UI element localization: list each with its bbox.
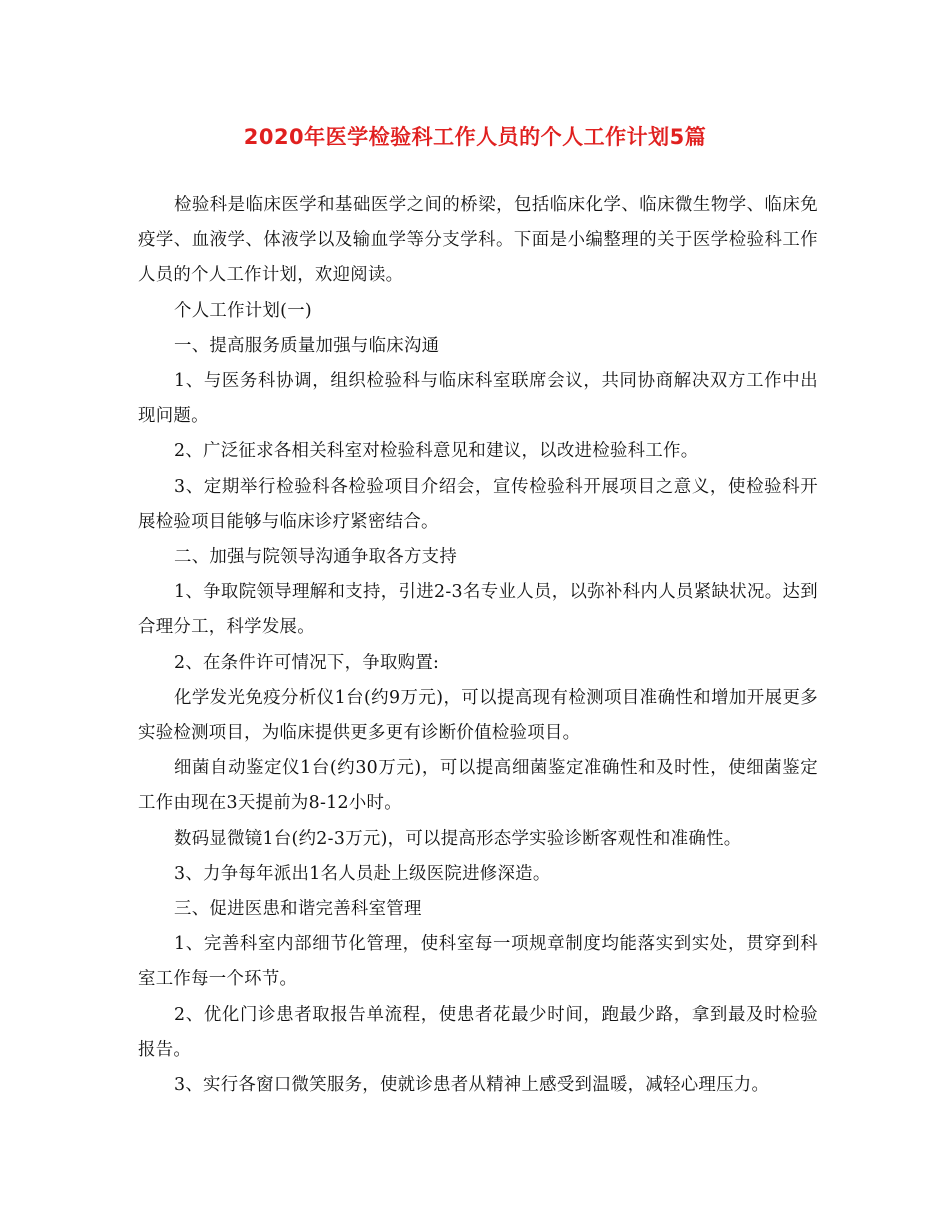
- list-item: 1、争取院领导理解和支持，引进2-3名专业人员，以弥补科内人员紧缺状况。达到合理分工，科学发展。: [138, 582, 818, 638]
- equipment-item: 化学发光免疫分析仪1台(约9万元)，可以提高现有检测项目准确性和增加开展更多实验检测项目，为临床提供更多更有诊断价值检验项目。: [138, 687, 818, 744]
- list-item: 2、在条件许可情况下，争取购置:: [174, 652, 440, 673]
- subheading-service-quality: 一、提高服务质量加强与临床沟通: [174, 335, 440, 356]
- list-item: 3、实行各窗口微笑服务，使就诊患者从精神上感受到温暖，减轻心理压力。: [174, 1075, 770, 1096]
- list-item: 2、广泛征求各相关科室对检验科意见和建议，以改进检验科工作。: [174, 441, 699, 462]
- equipment-item: 数码显微镜1台(约2-3万元)，可以提高形态学实验诊断客观性和准确性。: [174, 828, 742, 849]
- document-body: [138, 188, 818, 1103]
- section-heading-plan-1: 个人工作计划(一): [174, 300, 313, 321]
- list-item: 1、完善科室内部细节化管理，使科室每一项规章制度均能落实到实处，贯穿到科室工作每一个环节。: [138, 934, 818, 990]
- list-item: 3、力争每年派出1名人员赴上级医院进修深造。: [174, 863, 551, 884]
- subheading-department-management: 三、促进医患和谐完善科室管理: [174, 899, 422, 920]
- equipment-item: 细菌自动鉴定仪1台(约30万元)，可以提高细菌鉴定准确性和及时性，使细菌鉴定工作由现在3天提前为8-12小时。: [138, 758, 818, 814]
- paragraph-intro: 检验科是临床医学和基础医学之间的桥梁，包括临床化学、临床微生物学、临床免疫学、血液学、体液学以及输血学等分支学科。下面是小编整理的关于医学检验科工作人员的个人工作计划，欢迎阅读。: [138, 195, 818, 286]
- page-title: 2020年医学检验科工作人员的个人工作计划5篇: [243, 125, 707, 149]
- list-item: 1、与医务科协调，组织检验科与临床科室联席会议，共同协商解决双方工作中出现问题。: [138, 371, 818, 427]
- list-item: 2、优化门诊患者取报告单流程，使患者花最少时间，跑最少路，拿到最及时检验报告。: [138, 1004, 818, 1060]
- list-item: 3、定期举行检验科各检验项目介绍会，宣传检验科开展项目之意义，使检验科开展检验项目能够与临床诊疗紧密结合。: [138, 476, 818, 532]
- subheading-leadership-support: 二、加强与院领导沟通争取各方支持: [174, 547, 458, 568]
